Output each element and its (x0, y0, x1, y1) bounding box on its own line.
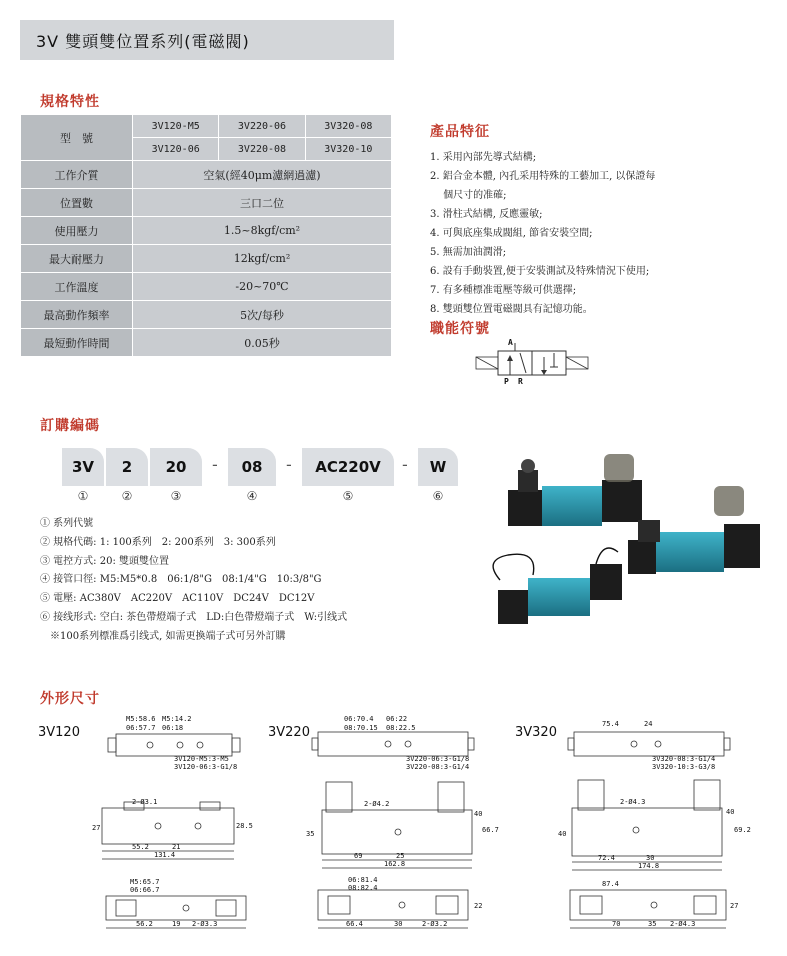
feature-item: 個尺寸的准確; (430, 190, 507, 201)
feature-item: 2. 鋁合金本體, 內孔采用特殊的工藝加工, 以保證每 (430, 171, 656, 182)
feature-item: 5. 無需加油潤滑; (430, 247, 507, 258)
model-3v220-label: 3V220 (268, 725, 310, 740)
dim-text: 2-Ø3.3 (192, 920, 218, 928)
dim-text: 35 (306, 830, 315, 838)
dim-text: M5:65.7 (130, 878, 160, 886)
dim-text: 3V120-M5:3-M5 (174, 755, 229, 763)
dim-text: 131.4 (154, 851, 176, 859)
drawing-3v320 (548, 712, 751, 956)
spec-label: 工作溫度 (21, 273, 133, 301)
dim-text: 3V220-08:3-G1/4 (406, 763, 470, 771)
drawing-3v220 (298, 712, 498, 956)
dim-text: 87.4 (602, 880, 619, 888)
code-separator: - (402, 455, 408, 474)
dim-text: 22 (474, 902, 483, 910)
order-note: ③ 電控方式: 20: 雙頭雙位置 (40, 555, 169, 567)
code-part: 3V (62, 448, 104, 486)
dim-text: 06:57.7 (126, 724, 156, 732)
spec-value: 三口二位 (133, 189, 392, 217)
code-index: ⑥ (432, 489, 444, 503)
code-separator: - (212, 455, 218, 474)
model-cell: 3V120-06 (133, 138, 219, 161)
port-r-label: R (518, 377, 523, 386)
model-cell: 3V220-06 (219, 115, 305, 138)
drawing-3v120 (80, 712, 260, 956)
dim-text: 70 (612, 920, 621, 928)
code-index: ② (121, 489, 133, 503)
dim-text: 2-Ø4.2 (364, 800, 390, 808)
dim-text: 28.5 (236, 822, 253, 830)
dim-text: 08:22.5 (386, 724, 416, 732)
order-note: ※100系列標准爲引线式, 如需更換端子式可另外訂購 (40, 630, 286, 642)
dim-text: 06:66.7 (130, 886, 160, 894)
dim-text: 2-Ø3.1 (132, 798, 158, 806)
spec-label: 使用壓力 (21, 217, 133, 245)
spec-value: 空氣(經40μm濾網過濾) (133, 161, 392, 189)
feature-item: 6. 設有手動裝置,便于安裝測試及特殊情況下使用; (430, 266, 650, 277)
dim-text: 66.4 (346, 920, 363, 928)
dim-text: 27 (730, 902, 739, 910)
dim-text: 40 (558, 830, 567, 838)
dim-text: 55.2 (132, 843, 149, 851)
model-3v120-label: 3V120 (38, 725, 80, 740)
dim-text: 06:70.4 (344, 715, 374, 723)
model-3v320-label: 3V320 (515, 725, 557, 740)
dim-text: 69.2 (734, 826, 751, 834)
code-index: ③ (170, 489, 182, 503)
spec-value: 0.05秒 (133, 329, 392, 357)
code-part: W (418, 448, 458, 486)
dim-text: 3V320-08:3-G1/4 (652, 755, 716, 763)
dim-text: 2-Ø4.3 (620, 798, 646, 806)
order-note: ⑤ 電壓: AC380V AC220V AC110V DC24V DC12V (40, 593, 315, 605)
feature-item: 1. 采用內部先導式結構; (430, 152, 537, 163)
dim-text: 3V120-06:3-G1/8 (174, 763, 238, 771)
dim-text: 24 (644, 720, 653, 728)
dim-text: M5:14.2 (162, 715, 192, 723)
feature-item: 8. 雙頭雙位置電磁閥具有記憶功能。 (430, 304, 593, 315)
dim-text: 162.8 (384, 860, 406, 868)
dim-text: 06:81.4 (348, 876, 378, 884)
spec-value: -20~70℃ (133, 273, 392, 301)
feature-item: 3. 滑柱式結構, 反應靈敏; (430, 209, 543, 220)
spec-table (20, 114, 392, 357)
dim-text: 66.7 (482, 826, 499, 834)
model-cell: 3V320-10 (305, 138, 391, 161)
code-separator: - (286, 455, 292, 474)
features-list (430, 148, 760, 319)
dim-text: 2-Ø3.2 (422, 920, 448, 928)
code-part: AC220V (302, 448, 394, 486)
order-note: ① 系列代號 (40, 518, 94, 529)
dim-text: 27 (92, 824, 101, 832)
code-index: ④ (246, 489, 258, 503)
order-heading: 訂購編碼 (40, 418, 100, 434)
symbol-heading: 職能符號 (430, 321, 490, 337)
dim-text: 30 (394, 920, 403, 928)
valve-symbol-icon (470, 337, 600, 387)
dim-text: 174.8 (638, 862, 660, 870)
feature-item: 4. 可與底座集成閥組, 節省安裝空間; (430, 228, 593, 239)
model-label: 型 號 (21, 115, 133, 161)
dim-text: 30 (646, 854, 655, 862)
model-cell: 3V220-08 (219, 138, 305, 161)
product-photo (478, 440, 768, 640)
order-note: ② 規格代碼: 1: 100系列 2: 200系列 3: 300系列 (40, 536, 276, 548)
port-p-label: P (504, 377, 509, 386)
port-a-label: A (508, 338, 513, 347)
dim-text: 19 (172, 920, 181, 928)
dim-text: 40 (474, 810, 483, 818)
dim-text: 06:18 (162, 724, 184, 732)
spec-value: 1.5~8kgf/cm² (133, 217, 392, 245)
features-heading: 產品特征 (430, 124, 490, 140)
code-index: ⑤ (342, 489, 354, 503)
dim-text: 72.4 (598, 854, 615, 862)
dim-text: 08:70.15 (344, 724, 378, 732)
dim-text: 75.4 (602, 720, 619, 728)
dim-text: M5:58.6 (126, 715, 156, 723)
dim-text: 2-Ø4.3 (670, 920, 696, 928)
model-cell: 3V320-08 (305, 115, 391, 138)
spec-value: 5次/每秒 (133, 301, 392, 329)
model-cell: 3V120-M5 (133, 115, 219, 138)
order-note: ④ 接管口徑: M5:M5*0.8 06:1/8"G 08:1/4"G 10:3/8"G (40, 574, 322, 586)
code-part: 20 (150, 448, 202, 486)
spec-label: 最大耐壓力 (21, 245, 133, 273)
dim-text: 56.2 (136, 920, 153, 928)
feature-item: 7. 有多種標准電壓等級可供選擇; (430, 285, 577, 296)
dim-text: 40 (726, 808, 735, 816)
dim-text: 3V220-06:3-G1/8 (406, 755, 470, 763)
dimensions-heading: 外形尺寸 (40, 691, 100, 707)
spec-value: 12kgf/cm² (133, 245, 392, 273)
spec-heading: 規格特性 (40, 94, 100, 110)
page-title: 3V 雙頭雙位置系列(電磁閥) (20, 20, 394, 60)
code-part: 08 (228, 448, 276, 486)
dim-text: 35 (648, 920, 657, 928)
dim-text: 25 (396, 852, 405, 860)
dim-text: 3V320-10:3-G3/8 (652, 763, 716, 771)
code-part: 2 (106, 448, 148, 486)
dim-text: 21 (172, 843, 181, 851)
spec-label: 位置數 (21, 189, 133, 217)
dim-text: 06:22 (386, 715, 408, 723)
spec-label: 工作介質 (21, 161, 133, 189)
dim-text: 08:82.4 (348, 884, 378, 892)
dim-text: 69 (354, 852, 363, 860)
spec-label: 最短動作時間 (21, 329, 133, 357)
order-note: ⑥ 接线形式: 空白: 茶色帶燈端子式 LD:白色帶燈端子式 W:引线式 (40, 611, 348, 623)
order-notes (40, 515, 480, 647)
spec-label: 最高動作頻率 (21, 301, 133, 329)
code-index: ① (77, 489, 89, 503)
